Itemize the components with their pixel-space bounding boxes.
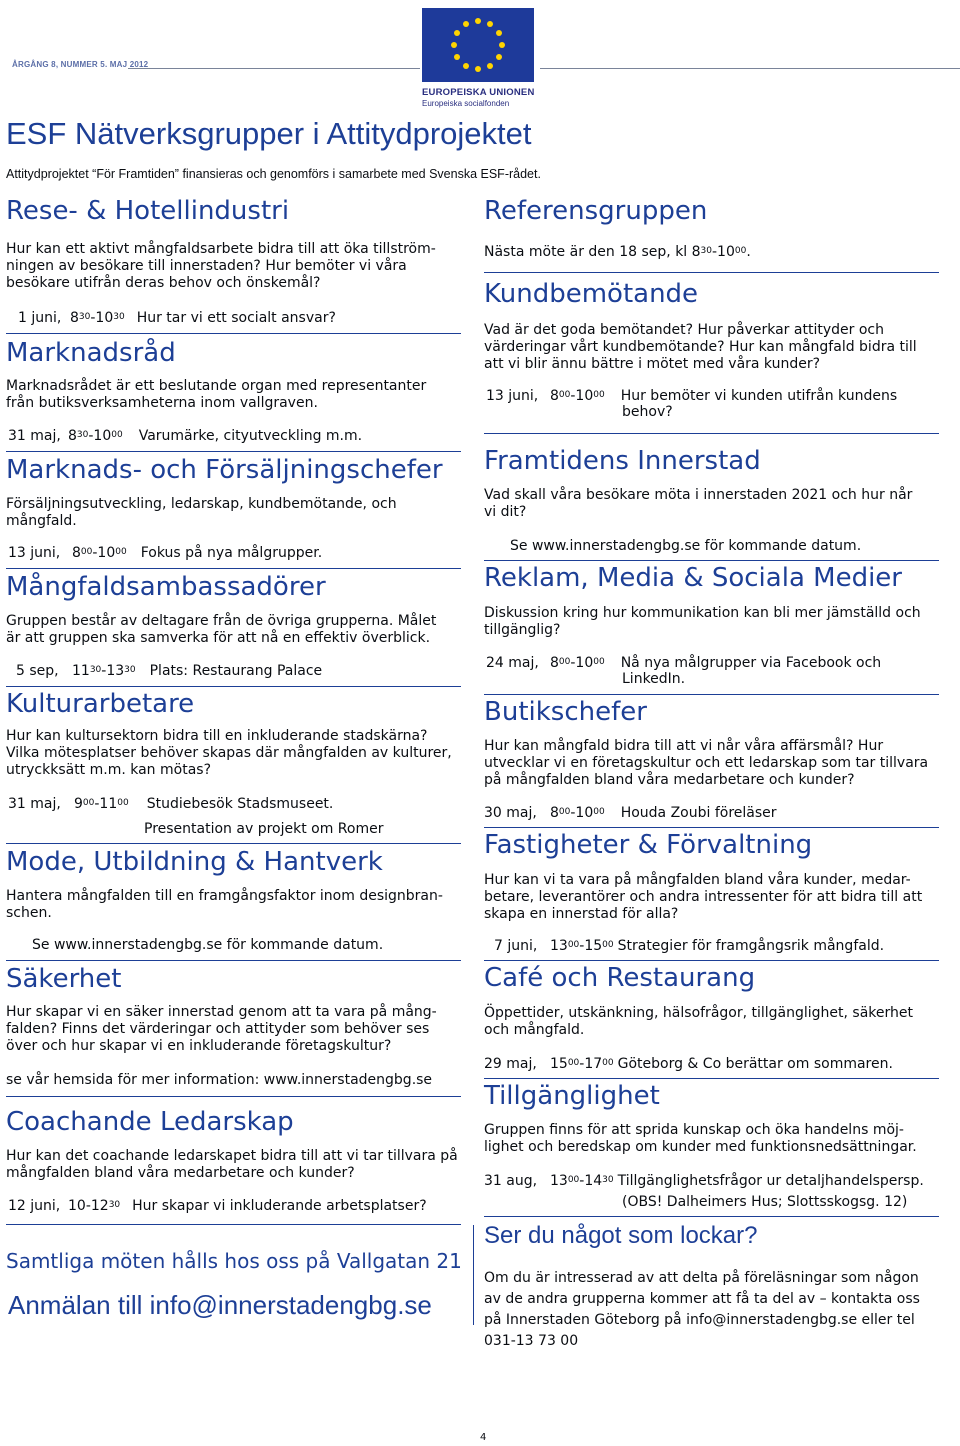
- text-line: Vilka mötesplatser behöver skapas där mångfalden av kulturer,: [6, 745, 452, 761]
- section-divider: [6, 568, 461, 569]
- section-heading: Rese- & Hotellindustri: [6, 196, 290, 226]
- meeting-time: $8^{30}-10^{00}$: [68, 428, 123, 444]
- section-divider: [484, 1216, 939, 1217]
- meeting-topic: Hur bemöter vi kunden utifrån kundens: [620, 388, 898, 404]
- text-line: lighet och beredskap om kunder med funktionsnedsättningar.: [484, 1139, 917, 1155]
- meeting-date: 31 maj,: [8, 796, 61, 812]
- section-text: [6, 1148, 468, 1182]
- meeting-topic: Studiebesök Stadsmuseet.: [146, 796, 334, 812]
- meeting-date: 12 juni,: [8, 1198, 61, 1214]
- text-line: besökare utifrån deras behov och önskemål?: [6, 275, 321, 291]
- section-text: [484, 605, 940, 639]
- section-divider: [484, 960, 939, 961]
- meeting-topic: Varumärke, cityutveckling m.m.: [138, 428, 363, 444]
- section-divider: [484, 433, 939, 434]
- section-text: [484, 872, 940, 923]
- section-heading: Säkerhet: [6, 964, 122, 994]
- meeting-date: 30 maj,: [484, 805, 537, 821]
- eu-flag-icon: [422, 8, 534, 82]
- text-line: Vad skall våra besökare möta i innerstaden 2021 och hur når: [484, 487, 913, 503]
- meeting-topic: Strategier för framgångsrik mångfald.: [617, 938, 885, 954]
- meeting-time: $8^{30}-10^{30}$: [70, 310, 125, 326]
- text-line: från butiksverksamheterna inom vallgraven.: [6, 395, 318, 411]
- page-number: 4: [480, 1432, 487, 1443]
- meeting-topic: Houda Zoubi föreläser: [620, 805, 777, 821]
- section-heading: Coachande Ledarskap: [6, 1107, 294, 1137]
- text-line: betare, leverantörer och andra intressenter för att bidra till att: [484, 889, 923, 905]
- section-heading: Mode, Utbildning & Hantverk: [6, 847, 383, 877]
- section-text: [484, 487, 940, 521]
- section-heading: Reklam, Media & Sociala Medier: [484, 563, 902, 593]
- text-line: Hur kan mångfald bidra till att vi når våra affärsmål? Hur: [484, 738, 884, 754]
- text-line: över och hur skapar vi en inkluderande företagskultur?: [6, 1038, 392, 1054]
- meeting-row: [484, 805, 777, 822]
- header-divider-left: [128, 68, 420, 69]
- text-line: Försäljningsutveckling, ledarskap, kundbemötande, och: [6, 496, 397, 512]
- text-line: Hur kan vi ta vara på mångfalden bland våra kunder, medar-: [484, 872, 911, 888]
- text-line: Hur kan det coachande ledarskapet bidra till att vi tar tillvara på: [6, 1148, 458, 1164]
- meeting-date: 31 aug,: [484, 1173, 538, 1189]
- section-divider: [6, 960, 461, 961]
- text-line: utryckksätt m.m. kan mötas?: [6, 762, 212, 778]
- eu-logo: [422, 8, 538, 112]
- section-note: Se www.innerstadengbg.se för kommande datum.: [32, 937, 384, 953]
- section-divider: [6, 686, 461, 687]
- meeting-topic-line2: LinkedIn.: [622, 671, 686, 687]
- issue-label: ÅRGÅNG 8, NUMMER 5. MAJ 2012: [12, 60, 149, 69]
- meeting-topic: Hur skapar vi inkluderande arbetsplatser?: [132, 1198, 427, 1214]
- section-text: Nästa möte är den 18 sep, kl $8^{30}-10^{00}$.: [484, 244, 751, 260]
- section-text: [484, 1268, 940, 1352]
- meeting-date: 7 juni,: [494, 938, 538, 954]
- section-note: se vår hemsida för mer information: www.innerstadengbg.se: [6, 1072, 433, 1088]
- section-text: [6, 1004, 468, 1055]
- text-line: Hur kan kultursektorn bidra till en inkluderande stadskärna?: [6, 728, 428, 744]
- meeting-topic: Hur tar vi ett socialt ansvar?: [136, 310, 336, 326]
- text-line: ningen av besökare till innerstaden? Hur bemöter vi våra: [6, 258, 407, 274]
- meeting-row: [486, 655, 881, 672]
- section-heading: Fastigheter & Förvaltning: [484, 830, 813, 860]
- text-line: Marknadsrådet är ett beslutande organ med representanter: [6, 378, 427, 394]
- meeting-row: [484, 1173, 924, 1190]
- meeting-time: $13^{00}-15^{00}$: [550, 938, 614, 954]
- meeting-row: [8, 428, 362, 445]
- signup-note: Anmälan till info@innerstadengbg.se: [8, 1290, 432, 1320]
- section-heading: Marknadsråd: [6, 338, 176, 368]
- text-line: Om du är intresserad av att delta på föreläsningar som någon: [484, 1270, 919, 1286]
- meeting-time: $8^{00}-10^{00}$: [550, 655, 605, 671]
- meeting-time: $8^{00}-10^{00}$: [550, 805, 605, 821]
- meeting-time: $13^{00}-14^{30}$: [550, 1173, 614, 1189]
- meeting-row: [8, 545, 322, 562]
- footer-vertical-rule: [473, 1225, 474, 1325]
- text-line: på Innerstaden Göteborg på info@innerstadengbg.se eller tel: [484, 1312, 915, 1328]
- section-text: [6, 378, 468, 412]
- section-divider: [484, 560, 939, 561]
- meeting-time: $8^{00}-10^{00}$: [550, 388, 605, 404]
- text-line: falden? Finns det värderingar och attityder som behöver ses: [6, 1021, 430, 1037]
- meeting-topic-line2: Presentation av projekt om Romer: [144, 821, 384, 837]
- section-heading: Ser du något som lockar?: [484, 1222, 758, 1249]
- page-title: ESF Nätverksgrupper i Attitydprojektet: [6, 116, 532, 151]
- section-divider: [6, 333, 461, 334]
- section-divider: [6, 451, 461, 452]
- text-line: Gruppen består av deltagare från de övriga grupperna. Målet: [6, 613, 437, 629]
- section-heading: Butikschefer: [484, 697, 647, 727]
- meeting-date: 1 juni,: [18, 310, 62, 326]
- meeting-row: [486, 388, 897, 405]
- section-heading: Café och Restaurang: [484, 963, 756, 993]
- section-heading: Framtidens Innerstad: [484, 446, 761, 476]
- section-note: Se www.innerstadengbg.se för kommande datum.: [510, 538, 862, 554]
- text-line: Hur kan ett aktivt mångfaldsarbete bidra till att öka tillström-: [6, 241, 436, 257]
- meeting-time: $15^{00}-17^{00}$: [550, 1056, 614, 1072]
- meeting-date: 24 maj,: [486, 655, 539, 671]
- meeting-row: [16, 663, 322, 680]
- meeting-topic: Plats: Restaurang Palace: [149, 663, 323, 679]
- text-line: utvecklar vi en företagskultur och ett ledarskap som tar tillvara: [484, 755, 929, 771]
- meeting-date: 29 maj,: [484, 1056, 537, 1072]
- meeting-time: $11^{30}-13^{30}$: [72, 663, 136, 679]
- section-divider: [484, 1078, 939, 1079]
- section-heading: Kundbemötande: [484, 279, 699, 309]
- section-divider: [484, 694, 939, 695]
- text-line: Hur skapar vi en säker innerstad genom att ta vara på mång-: [6, 1004, 437, 1020]
- section-text: [6, 888, 468, 922]
- eu-logo-line2: Europeiska socialfonden: [422, 99, 510, 108]
- text-line: är att gruppen ska samverka för att nå en effektiv överblick.: [6, 630, 431, 646]
- meeting-topic: Nå nya målgrupper via Facebook och: [620, 655, 882, 671]
- meeting-time: $9^{00}-11^{00}$: [74, 796, 129, 812]
- section-divider: [6, 1224, 461, 1225]
- text-line: värderingar vårt kundbemötande? Hur kan mångfald bidra till: [484, 339, 917, 355]
- eu-logo-line1: EUROPEISKA UNIONEN: [422, 87, 535, 98]
- meeting-topic: Fokus på nya målgrupper.: [140, 545, 323, 561]
- text-line: Öppettider, utskänkning, hälsofrågor, tillgänglighet, säkerhet: [484, 1005, 914, 1021]
- meeting-row: [484, 1056, 893, 1073]
- section-divider: [6, 1096, 461, 1097]
- text-line: tillgänglig?: [484, 622, 561, 638]
- meeting-date: 13 juni,: [486, 388, 539, 404]
- meeting-topic: Göteborg & Co berättar om sommaren.: [617, 1056, 893, 1072]
- text-line: på mångfalden bland våra medarbetare och kunder?: [484, 772, 855, 788]
- meeting-time: $10-12^{30}$: [68, 1198, 121, 1214]
- section-heading: Mångfaldsambassadörer: [6, 572, 326, 602]
- text-line: mångfald.: [6, 513, 77, 529]
- meeting-topic-line2: behov?: [622, 404, 673, 420]
- section-text: [484, 1005, 940, 1039]
- text-line: schen.: [6, 905, 52, 921]
- text-line: Hantera mångfalden till en framgångsfaktor inom designbran-: [6, 888, 443, 904]
- text-line: av de andra grupperna kommer att få ta del av – kontakta oss: [484, 1291, 920, 1307]
- meeting-row: [18, 310, 336, 327]
- intro-text: Attitydprojektet “För Framtiden” finansieras och genomförs i samarbete med Svenska ESF-rådet.: [6, 167, 541, 181]
- meeting-time: $8^{00}-10^{00}$: [72, 545, 127, 561]
- section-text: [6, 241, 468, 292]
- section-heading: Marknads- och Försäljningschefer: [6, 455, 443, 485]
- section-text: [484, 1122, 940, 1156]
- meeting-row: [494, 938, 884, 955]
- header-divider-right: [540, 68, 960, 69]
- text-line: att vi blir ännu bättre i mötet med våra kunder?: [484, 356, 821, 372]
- text-line: Diskussion kring hur kommunikation kan bli mer jämställd och: [484, 605, 921, 621]
- text-line: Gruppen finns för att sprida kunskap och öka handelns möj-: [484, 1122, 904, 1138]
- text-line: 031-13 73 00: [484, 1333, 579, 1349]
- section-text: [6, 496, 468, 530]
- section-divider: [484, 272, 939, 273]
- section-heading: Referensgruppen: [484, 196, 708, 226]
- venue-note: Samtliga möten hålls hos oss på Vallgatan 21: [6, 1249, 462, 1273]
- section-text: [6, 728, 468, 779]
- text-line: och mångfald.: [484, 1022, 585, 1038]
- section-divider: [484, 827, 939, 828]
- section-text: [484, 322, 940, 373]
- section-text: [6, 613, 468, 647]
- meeting-date: 31 maj,: [8, 428, 61, 444]
- meeting-topic: Tillgänglighetsfrågor ur detaljhandelspersp.: [617, 1173, 924, 1189]
- meeting-row: [8, 796, 333, 813]
- text-line: skapa en innerstad för alla?: [484, 906, 679, 922]
- meeting-date: 5 sep,: [16, 663, 59, 679]
- section-text: [484, 738, 940, 789]
- section-heading: Kulturarbetare: [6, 689, 195, 719]
- section-heading: Tillgänglighet: [484, 1081, 660, 1111]
- section-divider: [6, 843, 461, 844]
- text-line: Vad är det goda bemötandet? Hur påverkar attityder och: [484, 322, 884, 338]
- text-line: vi dit?: [484, 504, 527, 520]
- text-line: mångfalden bland våra medarbetare och kunder?: [6, 1165, 355, 1181]
- meeting-date: 13 juni,: [8, 545, 61, 561]
- meeting-row: [8, 1198, 427, 1215]
- meeting-topic-line2: (OBS! Dalheimers Hus; Slottsskogsg. 12): [622, 1194, 908, 1210]
